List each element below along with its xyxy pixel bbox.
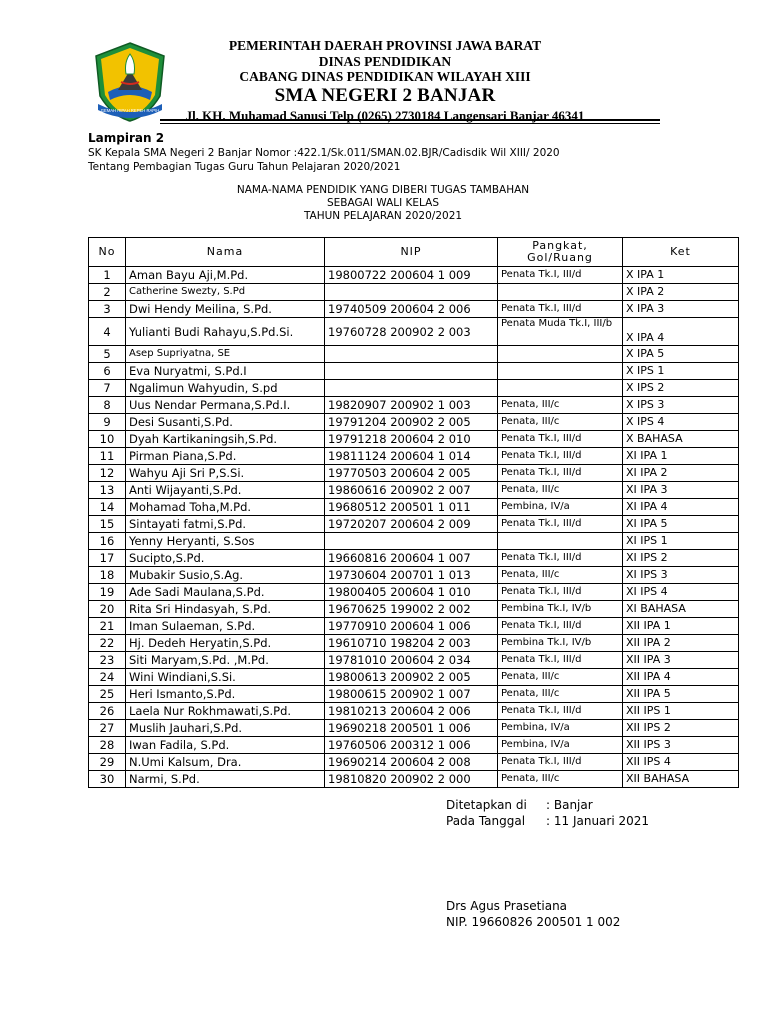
letterhead-branch: CABANG DINAS PENDIDIKAN WILAYAH XIII [239, 69, 531, 84]
cell-pangkat: Penata, III/c [498, 686, 623, 703]
cell-ket: X IPA 4 [623, 318, 739, 346]
cell-no: 12 [89, 465, 126, 482]
cell-no: 20 [89, 601, 126, 618]
cell-nip: 19680512 200501 1 011 [325, 499, 498, 516]
table-row [89, 771, 739, 788]
header-nama: Nama [126, 238, 325, 267]
cell-nama: Narmi, S.Pd. [126, 771, 325, 788]
cell-ket: X IPS 3 [623, 397, 739, 414]
cell-nama: Catherine Swezty, S.Pd [126, 284, 325, 301]
attachment-title: Lampiran 2 [88, 131, 165, 145]
table-row [89, 284, 739, 301]
cell-pangkat: Penata Tk.I, III/d [498, 584, 623, 601]
cell-nama: Mubakir Susio,S.Ag. [126, 567, 325, 584]
table-row [89, 720, 739, 737]
signer-nip: NIP. 19660826 200501 1 002 [446, 915, 621, 929]
header-no: No [89, 238, 126, 267]
cell-pangkat: Penata Tk.I, III/d [498, 448, 623, 465]
cell-nip: 19670625 199002 2 002 [325, 601, 498, 618]
cell-nama: Eva Nuryatmi, S.Pd.I [126, 363, 325, 380]
decree-reference [88, 146, 560, 174]
cell-ket: XI IPA 5 [623, 516, 739, 533]
date-row [446, 813, 649, 829]
cell-no: 2 [89, 284, 126, 301]
cell-no: 6 [89, 363, 126, 380]
cell-nip: 19730604 200701 1 013 [325, 567, 498, 584]
table-row [89, 499, 739, 516]
cell-no: 8 [89, 397, 126, 414]
cell-nama: Mohamad Toha,M.Pd. [126, 499, 325, 516]
cell-no: 5 [89, 346, 126, 363]
cell-no: 22 [89, 635, 126, 652]
cell-nama: Wini Windiani,S.Si. [126, 669, 325, 686]
table-row [89, 567, 739, 584]
letterhead-government: PEMERINTAH DAERAH PROVINSI JAWA BARAT [228, 38, 542, 53]
cell-pangkat: Penata, III/c [498, 397, 623, 414]
table-row [89, 397, 739, 414]
table-row [89, 482, 739, 499]
table-row [89, 267, 739, 284]
table-row [89, 550, 739, 567]
cell-nip [325, 284, 498, 301]
cell-nip: 19811124 200604 1 014 [325, 448, 498, 465]
cell-no: 11 [89, 448, 126, 465]
cell-nip [325, 533, 498, 550]
title-line-3: TAHUN PELAJARAN 2020/2021 [303, 210, 463, 222]
cell-no: 25 [89, 686, 126, 703]
cell-pangkat: Penata Muda Tk.I, III/b [498, 318, 623, 346]
cell-pangkat [498, 533, 623, 550]
table-row [89, 301, 739, 318]
table-row [89, 652, 739, 669]
cell-ket: XI IPA 2 [623, 465, 739, 482]
cell-nama: Laela Nur Rokhmawati,S.Pd. [126, 703, 325, 720]
cell-pangkat: Penata, III/c [498, 482, 623, 499]
header-nip: NIP [325, 238, 498, 267]
cell-nip: 19660816 200604 1 007 [325, 550, 498, 567]
cell-nama: Hj. Dedeh Heryatin,S.Pd. [126, 635, 325, 652]
cell-ket: XII IPA 1 [623, 618, 739, 635]
cell-no: 23 [89, 652, 126, 669]
cell-pangkat: Penata Tk.I, III/d [498, 267, 623, 284]
cell-nama: Iwan Fadila, S.Pd. [126, 737, 325, 754]
cell-ket: X IPA 5 [623, 346, 739, 363]
cell-ket: XI IPS 1 [623, 533, 739, 550]
cell-ket: XI IPS 3 [623, 567, 739, 584]
cell-ket: XII IPS 1 [623, 703, 739, 720]
cell-nip [325, 363, 498, 380]
cell-ket: XII IPA 3 [623, 652, 739, 669]
cell-nama: Ngalimun Wahyudin, S.pd [126, 380, 325, 397]
table-row [89, 584, 739, 601]
cell-no: 9 [89, 414, 126, 431]
cell-pangkat: Pembina, IV/a [498, 737, 623, 754]
letterhead-divider-thin [160, 123, 660, 124]
cell-pangkat: Penata Tk.I, III/d [498, 465, 623, 482]
cell-pangkat: Penata Tk.I, III/d [498, 652, 623, 669]
cell-nip: 19690214 200604 2 008 [325, 754, 498, 771]
cell-no: 7 [89, 380, 126, 397]
cell-ket: XII IPA 4 [623, 669, 739, 686]
cell-nama: Yenny Heryanti, S.Sos [126, 533, 325, 550]
cell-pangkat: Penata, III/c [498, 567, 623, 584]
cell-pangkat: Penata Tk.I, III/d [498, 550, 623, 567]
cell-pangkat [498, 346, 623, 363]
cell-nama: Iman Sulaeman, S.Pd. [126, 618, 325, 635]
cell-nama: Anti Wijayanti,S.Pd. [126, 482, 325, 499]
table-row [89, 703, 739, 720]
cell-no: 4 [89, 318, 126, 346]
cell-nama: Wahyu Aji Sri P,S.Si. [126, 465, 325, 482]
cell-nama: Dwi Hendy Meilina, S.Pd. [126, 301, 325, 318]
cell-ket: XI IPS 4 [623, 584, 739, 601]
cell-no: 13 [89, 482, 126, 499]
cell-nip: 19800405 200604 1 010 [325, 584, 498, 601]
cell-nama: Muslih Jauhari,S.Pd. [126, 720, 325, 737]
table-row [89, 516, 739, 533]
cell-ket: X IPS 4 [623, 414, 739, 431]
cell-nama: Ade Sadi Maulana,S.Pd. [126, 584, 325, 601]
cell-nama: Desi Susanti,S.Pd. [126, 414, 325, 431]
table-row [89, 754, 739, 771]
cell-nama: N.Umi Kalsum, Dra. [126, 754, 325, 771]
cell-no: 14 [89, 499, 126, 516]
cell-pangkat: Penata, III/c [498, 414, 623, 431]
cell-nama: Rita Sri Hindasyah, S.Pd. [126, 601, 325, 618]
cell-no: 17 [89, 550, 126, 567]
table-body [89, 267, 739, 788]
cell-nama: Yulianti Budi Rahayu,S.Pd.Si. [126, 318, 325, 346]
cell-nama: Pirman Piana,S.Pd. [126, 448, 325, 465]
cell-nip: 19610710 198204 2 003 [325, 635, 498, 652]
cell-nip [325, 346, 498, 363]
cell-nip: 19800613 200902 2 005 [325, 669, 498, 686]
cell-ket: XII IPS 4 [623, 754, 739, 771]
cell-ket: XII BAHASA [623, 771, 739, 788]
table-header-row [89, 238, 739, 267]
table-row [89, 380, 739, 397]
cell-nama: Sucipto,S.Pd. [126, 550, 325, 567]
table-row [89, 618, 739, 635]
header-ket: Ket [623, 238, 739, 267]
table-row [89, 601, 739, 618]
table-row [89, 737, 739, 754]
cell-ket: XII IPS 2 [623, 720, 739, 737]
cell-nip: 19740509 200604 2 006 [325, 301, 498, 318]
cell-nama: Asep Supriyatna, SE [126, 346, 325, 363]
cell-ket: XI IPA 4 [623, 499, 739, 516]
cell-no: 29 [89, 754, 126, 771]
cell-pangkat: Penata Tk.I, III/d [498, 301, 623, 318]
cell-nip: 19860616 200902 2 007 [325, 482, 498, 499]
title-line-2: SEBAGAI WALI KELAS [327, 197, 439, 209]
cell-nip: 19791218 200604 2 010 [325, 431, 498, 448]
cell-no: 28 [89, 737, 126, 754]
cell-pangkat: Penata Tk.I, III/d [498, 431, 623, 448]
table-row [89, 448, 739, 465]
table-row [89, 414, 739, 431]
cell-pangkat [498, 284, 623, 301]
header-pangkat: Pangkat, Gol/Ruang [498, 238, 623, 267]
cell-nip: 19770503 200604 2 005 [325, 465, 498, 482]
cell-pangkat: Penata Tk.I, III/d [498, 703, 623, 720]
letterhead-department: DINAS PENDIDIKAN [318, 53, 452, 69]
table-row [89, 431, 739, 448]
signer-name: Drs Agus Prasetiana [446, 899, 568, 913]
document-titles [88, 184, 678, 223]
cell-nip: 19781010 200604 2 034 [325, 652, 498, 669]
place-value: : Banjar [546, 798, 593, 812]
date-label: Pada Tanggal [446, 814, 526, 828]
cell-nama: Uus Nendar Permana,S.Pd.I. [126, 397, 325, 414]
cell-nip: 19770910 200604 1 006 [325, 618, 498, 635]
cell-no: 10 [89, 431, 126, 448]
cell-no: 3 [89, 301, 126, 318]
table-row [89, 363, 739, 380]
cell-nip: 19800722 200604 1 009 [325, 267, 498, 284]
cell-pangkat: Pembina Tk.I, IV/b [498, 635, 623, 652]
cell-pangkat: Penata Tk.I, III/d [498, 618, 623, 635]
decree-number: SK Kepala SMA Negeri 2 Banjar Nomor :422.1/Sk.011/SMAN.02.BJR/Cadisdik Wil XIII/ 2020 [88, 147, 560, 159]
cell-no: 19 [89, 584, 126, 601]
table-row [89, 346, 739, 363]
cell-ket: X BAHASA [623, 431, 739, 448]
homeroom-teacher-table [88, 237, 739, 788]
letterhead-address: Jl. KH. Muhamad Sanusi Telp (0265) 2730184 Langensari Banjar 46341 [185, 107, 585, 123]
cell-pangkat: Penata Tk.I, III/d [498, 516, 623, 533]
table-row [89, 318, 739, 346]
cell-pangkat: Pembina Tk.I, IV/b [498, 601, 623, 618]
table-row [89, 635, 739, 652]
cell-pangkat: Pembina, IV/a [498, 720, 623, 737]
cell-nama: Siti Maryam,S.Pd. ,M.Pd. [126, 652, 325, 669]
cell-ket: XI IPA 1 [623, 448, 739, 465]
cell-nama: Aman Bayu Aji,M.Pd. [126, 267, 325, 284]
cell-nama: Heri Ismanto,S.Pd. [126, 686, 325, 703]
cell-no: 26 [89, 703, 126, 720]
cell-pangkat [498, 363, 623, 380]
cell-ket: X IPA 1 [623, 267, 739, 284]
cell-nip: 19800615 200902 1 007 [325, 686, 498, 703]
cell-ket: X IPS 1 [623, 363, 739, 380]
place-label: Ditetapkan di [446, 798, 527, 812]
cell-ket: XII IPA 2 [623, 635, 739, 652]
table-row [89, 465, 739, 482]
cell-nama: Dyah Kartikaningsih,S.Pd. [126, 431, 325, 448]
cell-ket: XI IPS 2 [623, 550, 739, 567]
letterhead [160, 38, 610, 124]
cell-ket: X IPA 2 [623, 284, 739, 301]
cell-nip: 19820907 200902 1 003 [325, 397, 498, 414]
cell-nip: 19791204 200902 2 005 [325, 414, 498, 431]
signature-block [446, 797, 649, 829]
cell-no: 16 [89, 533, 126, 550]
cell-ket: X IPA 3 [623, 301, 739, 318]
cell-ket: XI IPA 3 [623, 482, 739, 499]
date-value: : 11 Januari 2021 [546, 814, 650, 828]
cell-nip: 19810820 200902 2 000 [325, 771, 498, 788]
cell-no: 15 [89, 516, 126, 533]
cell-nip: 19810213 200604 2 006 [325, 703, 498, 720]
cell-ket: XI BAHASA [623, 601, 739, 618]
cell-nip: 19760728 200902 2 003 [325, 318, 498, 346]
place-row [446, 797, 649, 813]
cell-no: 18 [89, 567, 126, 584]
decree-subject: Tentang Pembagian Tugas Guru Tahun Pelajaran 2020/2021 [88, 161, 401, 173]
cell-pangkat [498, 380, 623, 397]
cell-no: 21 [89, 618, 126, 635]
cell-no: 24 [89, 669, 126, 686]
cell-nip: 19760506 200312 1 006 [325, 737, 498, 754]
cell-nip [325, 380, 498, 397]
cell-no: 1 [89, 267, 126, 284]
table-row [89, 533, 739, 550]
cell-pangkat: Penata Tk.I, III/d [498, 754, 623, 771]
cell-no: 27 [89, 720, 126, 737]
cell-pangkat: Pembina, IV/a [498, 499, 623, 516]
svg-text:GEMAH RIPAH REPEH RAPIH: GEMAH RIPAH REPEH RAPIH [100, 108, 160, 113]
letterhead-divider-thick [160, 119, 660, 121]
cell-nama: Sintayati fatmi,S.Pd. [126, 516, 325, 533]
title-line-1: NAMA-NAMA PENDIDIK YANG DIBERI TUGAS TAMBAHAN [236, 184, 530, 196]
cell-pangkat: Penata, III/c [498, 669, 623, 686]
cell-pangkat: Penata, III/c [498, 771, 623, 788]
cell-nip: 19720207 200604 2 009 [325, 516, 498, 533]
cell-ket: XII IPA 5 [623, 686, 739, 703]
signer [446, 898, 620, 930]
cell-no: 30 [89, 771, 126, 788]
table-row [89, 669, 739, 686]
letterhead-school-name: SMA NEGERI 2 BANJAR [274, 84, 496, 106]
cell-nip: 19690218 200501 1 006 [325, 720, 498, 737]
cell-ket: X IPS 2 [623, 380, 739, 397]
table-row [89, 686, 739, 703]
cell-ket: XII IPS 3 [623, 737, 739, 754]
